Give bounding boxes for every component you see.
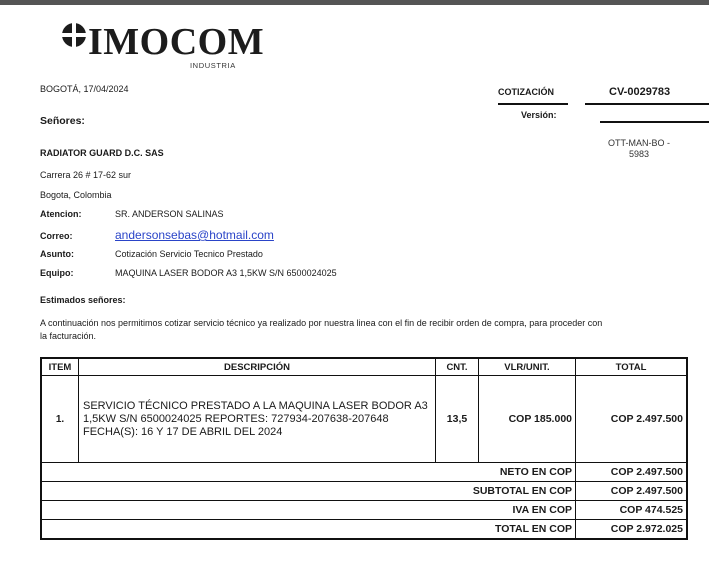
row-unit-price: COP 185.000 (479, 376, 576, 463)
row-description: SERVICIO TÉCNICO PRESTADO A LA MAQUINA LASER BODOR A3 1,5KW S/N 6500024025 REPORTES: 727934-207638-207648 FECHA(S): 16 Y 17 DE ABRIL DEL 2024 (79, 376, 436, 463)
summary-value: COP 474.525 (576, 501, 688, 520)
quote-number: CV-0029783 (609, 86, 671, 98)
city-date: BOGOTÁ, 17/04/2024 (40, 84, 129, 94)
table-row (41, 376, 687, 463)
client-name: RADIATOR GUARD D.C. SAS (40, 148, 164, 158)
subject-value: Cotización Servicio Tecnico Prestado (115, 249, 263, 259)
salutation: Estimados señores: (40, 295, 126, 305)
email-label: Correo: (40, 231, 73, 241)
summary-row-tax (41, 501, 687, 520)
summary-label: IVA EN COP (41, 501, 576, 520)
summary-label: SUBTOTAL EN COP (41, 482, 576, 501)
summary-row-subtotal (41, 482, 687, 501)
summary-value: COP 2.497.500 (576, 482, 688, 501)
summary-label: NETO EN COP (41, 463, 576, 482)
greeting: Señores: (40, 115, 85, 127)
intro-line-1: A continuación nos permitimos cotizar servicio técnico ya realizado por nuestra linea con el fin de recibir orden de compra, para proceder con (40, 318, 603, 328)
header-quantity: CNT. (436, 358, 479, 376)
summary-value: COP 2.972.025 (576, 520, 688, 540)
subject-label: Asunto: (40, 249, 74, 259)
company-logo (60, 20, 265, 72)
summary-label: TOTAL EN COP (41, 520, 576, 540)
equipment-value: MAQUINA LASER BODOR A3 1,5KW S/N 6500024025 (115, 268, 337, 278)
row-item: 1. (41, 376, 79, 463)
header-item: ITEM (41, 358, 79, 376)
summary-value: COP 2.497.500 (576, 463, 688, 482)
header-unit-price: VLR/UNIT. (479, 358, 576, 376)
top-border (0, 0, 709, 5)
header-description: DESCRIPCIÓN (79, 358, 436, 376)
row-quantity: 13,5 (436, 376, 479, 463)
equipment-label: Equipo: (40, 268, 74, 278)
summary-row-total (41, 520, 687, 540)
table-header-row (41, 358, 687, 376)
client-city: Bogota, Colombia (40, 190, 112, 200)
quote-label: COTIZACIÓN (498, 87, 554, 97)
reference-code: OTT-MAN-BO - 5983 (608, 138, 670, 159)
row-total: COP 2.497.500 (576, 376, 688, 463)
attention-label: Atencion: (40, 209, 82, 219)
quote-label-underline (498, 103, 568, 105)
items-table (40, 357, 688, 540)
quote-number-underline (585, 103, 709, 105)
version-underline (600, 121, 709, 123)
summary-row-net (41, 463, 687, 482)
version-label: Versión: (521, 110, 557, 120)
company-name: IMOCOM (88, 21, 265, 63)
header-total: TOTAL (576, 358, 688, 376)
company-subtitle: INDUSTRIA (190, 61, 236, 70)
logo-mark-icon (60, 22, 88, 50)
intro-line-2: la facturación. (40, 331, 97, 341)
client-address: Carrera 26 # 17-62 sur (40, 170, 132, 180)
attention-value: SR. ANDERSON SALINAS (115, 209, 224, 219)
email-link[interactable]: andersonsebas@hotmail.com (115, 228, 274, 242)
